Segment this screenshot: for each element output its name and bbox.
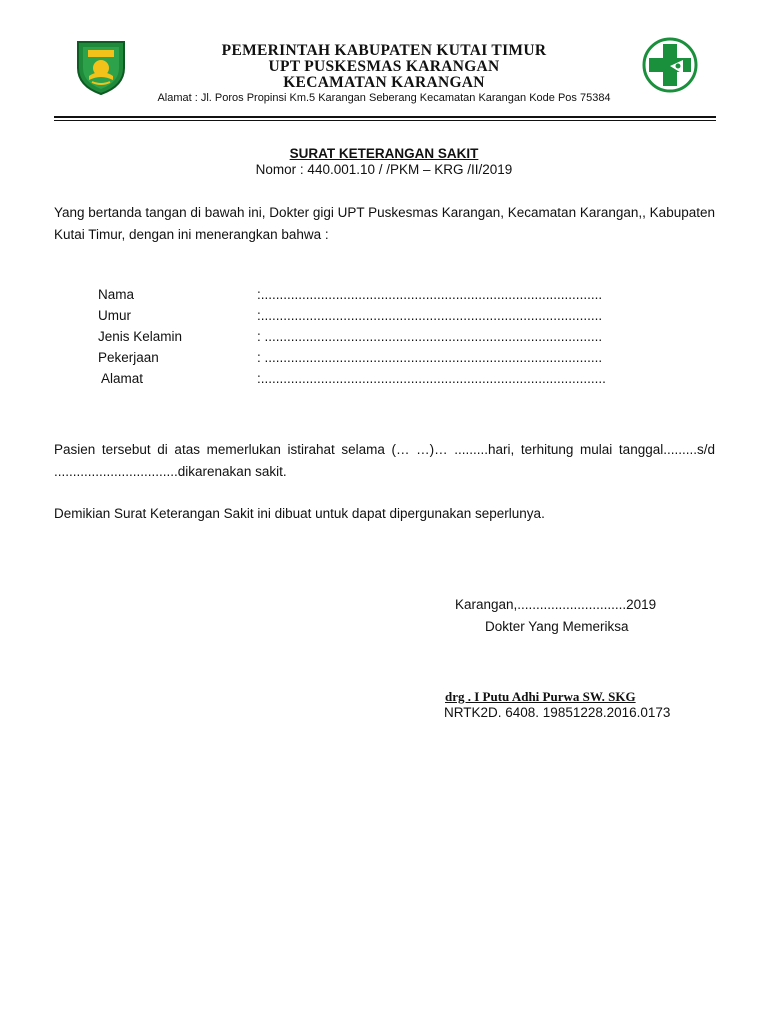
field-dots-jenis-kelamin: : .......................................................................................... [257,329,603,344]
letter-title: SURAT KETERANGAN SAKIT [289,146,479,161]
letter-number: Nomor : 440.001.10 / /PKM – KRG /II/2019 [255,162,513,177]
medical-cross-icon [641,36,699,94]
intro-paragraph: Yang bertanda tangan di bawah ini, Dokter gigi UPT Puskesmas Karangan, Kecamatan Karangan,, Kabupaten Kutai Timur, dengan ini menerangkan bahwa : [54,205,715,242]
field-label-pekerjaan: Pekerjaan [98,350,159,365]
field-label-alamat: Alamat [101,371,144,386]
header-divider-thick [54,116,716,118]
field-label-umur: Umur [98,308,131,323]
field-label-nama: Nama [98,287,135,302]
header-line-1: PEMERINTAH KABUPATEN KUTAI TIMUR [221,42,547,59]
puskesmas-logo [641,36,699,94]
signature-place-date: Karangan,.............................2019 [455,597,657,612]
field-dots-nama: :........................................................................................... [257,287,603,302]
signature-role: Dokter Yang Memeriksa [485,619,629,634]
field-label-jenis-kelamin: Jenis Kelamin [98,329,183,344]
closing-paragraph: Demikian Surat Keterangan Sakit ini dibuat untuk dapat dipergunakan seperlunya. [54,506,545,521]
header-line-2: UPT PUSKESMAS KARANGAN [268,58,500,75]
header-address: Alamat : Jl. Poros Propinsi Km.5 Karangan Seberang Kecamatan Karangan Kode Pos 75384 [157,92,611,104]
rest-period-paragraph: Pasien tersebut di atas memerlukan istirahat selama (… …)… .........hari, terhitung mulai tanggal.........s/d .................................dikarenakan sakit. [54,442,715,479]
header-line-3: KECAMATAN KARANGAN [283,74,485,91]
field-dots-umur: :........................................................................................... [257,308,603,323]
signature-nrtk: NRTK2D. 6408. 19851228.2016.0173 [444,705,671,720]
field-dots-alamat: :............................................................................................ [257,371,606,386]
signature-name: drg . I Putu Adhi Purwa SW. SKG [445,689,636,704]
header-divider-thin [54,120,716,121]
field-dots-pekerjaan: : .......................................................................................... [257,350,603,365]
